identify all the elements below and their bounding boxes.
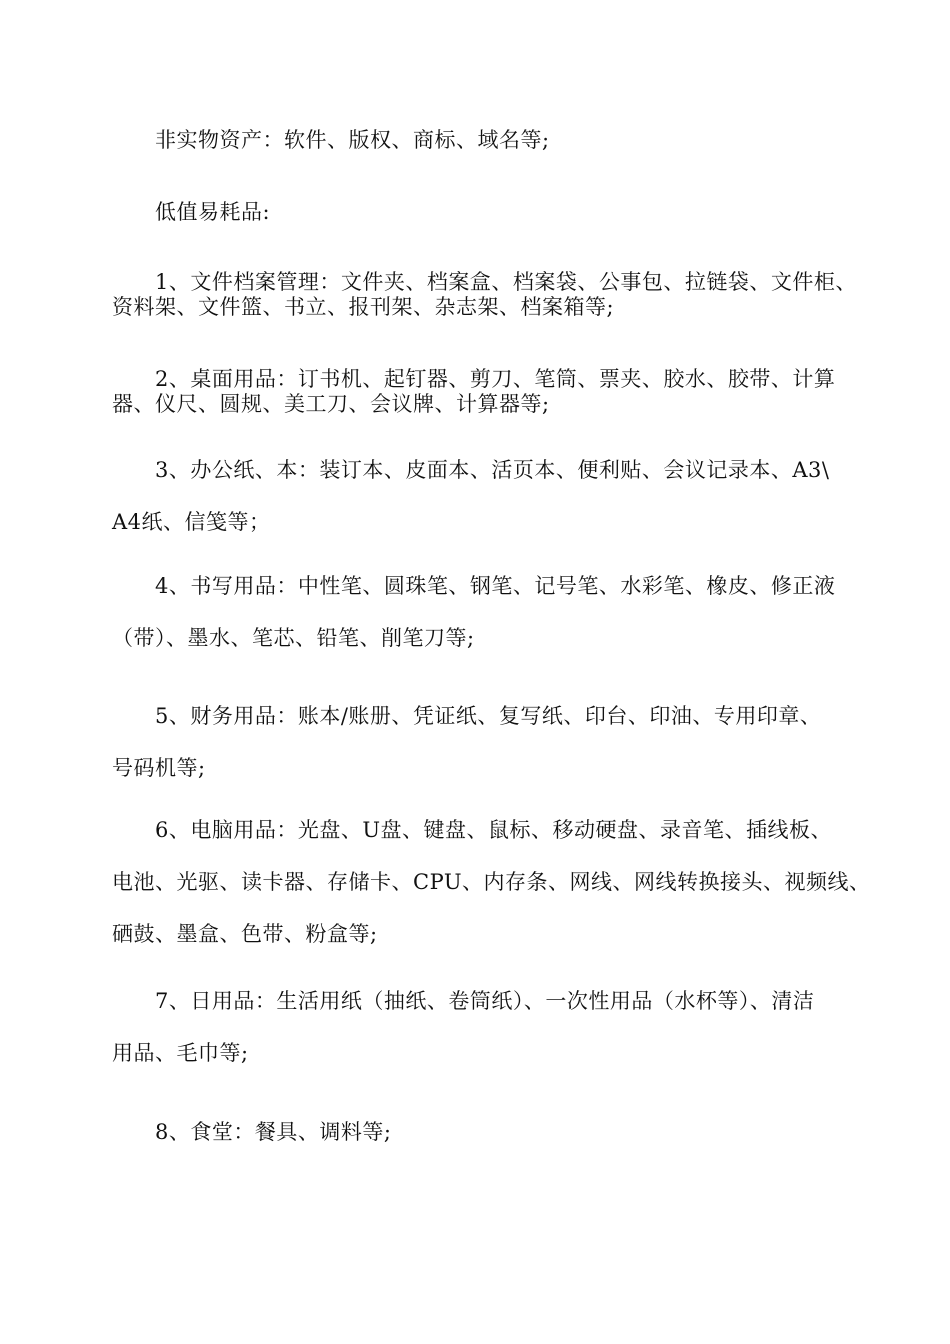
text-line: （带）、墨水、笔芯、铅笔、削笔刀等; bbox=[112, 626, 475, 650]
paragraph-item-2 bbox=[112, 367, 878, 416]
text-line: 6、电脑用品：光盘、U盘、键盘、鼠标、移动硬盘、录音笔、插线板、 bbox=[112, 818, 833, 842]
text-line: 用品、毛巾等; bbox=[112, 1041, 249, 1065]
paragraph-item-3 bbox=[112, 458, 878, 534]
text-line: 1、文件档案管理：文件夹、档案盒、档案袋、公事包、拉链袋、文件柜、 bbox=[112, 270, 857, 294]
text-line: 3、办公纸、本：装订本、皮面本、活页本、便利贴、会议记录本、A3\ bbox=[112, 458, 830, 482]
paragraph-intangible-assets bbox=[112, 128, 878, 152]
text-line: 低值易耗品: bbox=[112, 200, 271, 224]
text-line: 硒鼓、墨盒、色带、粉盒等; bbox=[112, 922, 378, 946]
text-line: A4纸、信笺等； bbox=[112, 510, 271, 534]
paragraph-item-7 bbox=[112, 989, 878, 1065]
paragraph-item-6 bbox=[112, 818, 878, 946]
paragraph-item-1 bbox=[112, 270, 878, 319]
text-line: 5、财务用品：账本/账册、凭证纸、复写纸、印台、印油、专用印章、 bbox=[112, 704, 822, 728]
text-line: 8、食堂：餐具、调料等; bbox=[112, 1120, 392, 1144]
text-line: 资料架、文件篮、书立、报刊架、杂志架、档案箱等; bbox=[112, 295, 615, 319]
text-line: 号码机等; bbox=[112, 756, 206, 780]
text-line: 非实物资产：软件、版权、商标、域名等; bbox=[112, 128, 550, 152]
text-line: 器、仪尺、圆规、美工刀、会议牌、计算器等; bbox=[112, 392, 550, 416]
paragraph-item-4 bbox=[112, 574, 878, 650]
text-line: 7、日用品：生活用纸（抽纸、卷筒纸）、一次性用品（水杯等）、清洁 bbox=[112, 989, 815, 1013]
paragraph-item-8 bbox=[112, 1120, 878, 1144]
text-line: 电池、光驱、读卡器、存储卡、CPU、内存条、网线、网线转换接头、视频线、 bbox=[112, 870, 871, 894]
text-line: 2、桌面用品：订书机、起钉器、剪刀、笔筒、票夹、胶水、胶带、计算 bbox=[112, 367, 836, 391]
paragraph-low-value-consumables bbox=[112, 200, 878, 224]
paragraph-item-5 bbox=[112, 704, 878, 780]
text-line: 4、书写用品：中性笔、圆珠笔、钢笔、记号笔、水彩笔、橡皮、修正液 bbox=[112, 574, 836, 598]
